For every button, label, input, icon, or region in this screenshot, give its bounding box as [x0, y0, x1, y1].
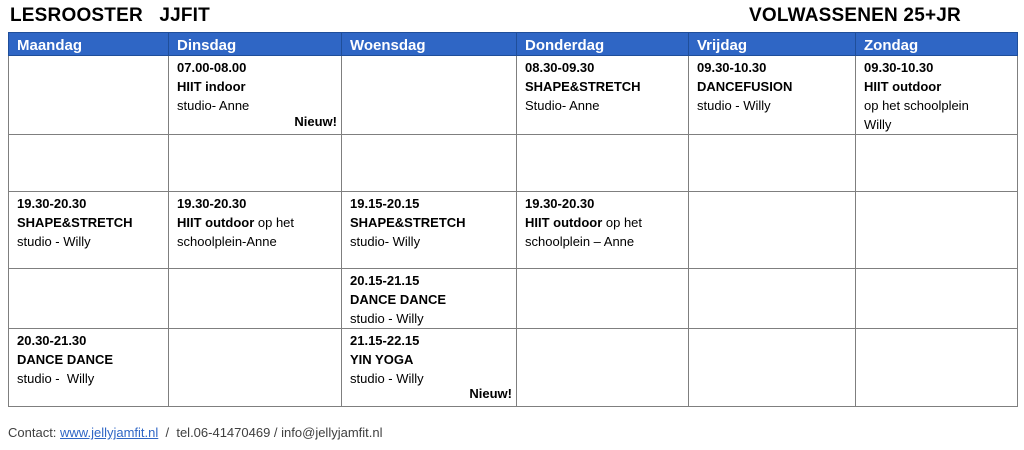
schedule-cell	[342, 192, 517, 269]
class-time: 19.30-20.30	[17, 196, 87, 211]
schedule-row	[9, 269, 1018, 329]
class-name: SHAPE&STRETCH	[17, 215, 133, 230]
class-location: studio - Willy	[17, 234, 91, 249]
schedule-cell-empty	[169, 329, 342, 407]
schedule-cell	[169, 56, 342, 135]
schedule-cell-empty	[169, 269, 342, 329]
class-name: HIIT outdoor	[177, 215, 255, 230]
day-header-row	[9, 33, 1018, 56]
schedule-cell-empty	[517, 269, 689, 329]
schedule-cell	[517, 192, 689, 269]
class-location: studio - Willy	[697, 98, 771, 113]
class-name: DANCE DANCE	[17, 352, 114, 367]
class-location: op het schoolplein	[864, 98, 969, 113]
schedule-cell-empty	[689, 192, 856, 269]
schedule-cell-empty	[9, 56, 169, 135]
schedule-cell-empty	[342, 56, 517, 135]
class-location: studio- Anne	[177, 98, 250, 113]
schedule-cell	[517, 56, 689, 135]
new-badge: Nieuw!	[294, 114, 337, 129]
schedule-cell-empty	[856, 135, 1018, 192]
class-time: 19.30-20.30	[177, 196, 247, 211]
schedule-cell	[169, 192, 342, 269]
class-name: HIIT outdoor	[864, 79, 942, 94]
schedule-title: LESROOSTER JJFIT	[10, 5, 210, 26]
schedule-cell-empty	[9, 135, 169, 192]
schedule-cell	[9, 192, 169, 269]
schedule-cell-empty	[517, 135, 689, 192]
day-header-woensdag: Woensdag	[342, 33, 517, 56]
class-time: 20.15-21.15	[350, 273, 420, 288]
day-header-maandag: Maandag	[9, 33, 169, 56]
day-header-donderdag: Donderdag	[517, 33, 689, 56]
class-time: 09.30-10.30	[697, 60, 767, 75]
schedule-cell-empty	[856, 192, 1018, 269]
class-location: schoolplein – Anne	[525, 234, 635, 249]
schedule-cell	[9, 329, 169, 407]
class-name-line	[525, 213, 680, 232]
audience-title: VOLWASSENEN 25+JR	[749, 5, 961, 26]
class-name: DANCEFUSION	[697, 79, 793, 94]
phone-text: / tel.06-41470469 /	[158, 425, 282, 440]
class-time: 20.30-21.30	[17, 333, 87, 348]
schedule-cell-empty	[689, 269, 856, 329]
class-name: HIIT outdoor	[525, 215, 603, 230]
schedule-cell-empty	[856, 269, 1018, 329]
class-instructor: Willy	[864, 117, 892, 132]
schedule-cell	[342, 269, 517, 329]
class-name: SHAPE&STRETCH	[350, 215, 466, 230]
class-location: studio - Willy	[350, 371, 424, 386]
day-header-vrijdag: Vrijdag	[689, 33, 856, 56]
class-name: SHAPE&STRETCH	[525, 79, 641, 94]
schedule-cell-empty	[856, 329, 1018, 407]
schedule-row	[9, 56, 1018, 135]
class-location: studio- Willy	[350, 234, 421, 249]
class-time: 19.15-20.15	[350, 196, 420, 211]
schedule-cell-empty	[342, 135, 517, 192]
schedule-cell-empty	[9, 269, 169, 329]
schedule-cell-empty	[689, 135, 856, 192]
class-time: 07.00-08.00	[177, 60, 247, 75]
contact-label: Contact:	[8, 425, 61, 440]
class-location: Studio- Anne	[525, 98, 600, 113]
schedule-cell	[856, 56, 1018, 135]
class-location: studio - Willy	[17, 371, 95, 386]
class-name: HIIT indoor	[177, 79, 246, 94]
schedule-row	[9, 135, 1018, 192]
class-name-line	[177, 213, 333, 232]
day-header-zondag: Zondag	[856, 33, 1018, 56]
class-time: 09.30-10.30	[864, 60, 934, 75]
class-time: 19.30-20.30	[525, 196, 595, 211]
class-location-part: op het	[254, 215, 295, 230]
schedule-row	[9, 192, 1018, 269]
schedule-row	[9, 329, 1018, 407]
class-time: 08.30-09.30	[525, 60, 595, 75]
schedule-cell-empty	[169, 135, 342, 192]
class-name: YIN YOGA	[350, 352, 414, 367]
schedule-cell-empty	[689, 329, 856, 407]
schedule-cell	[689, 56, 856, 135]
day-header-dinsdag: Dinsdag	[169, 33, 342, 56]
class-time: 21.15-22.15	[350, 333, 420, 348]
email-text[interactable]: info@jellyjamfit.nl	[281, 425, 383, 440]
class-location-part: op het	[602, 215, 643, 230]
schedule-cell	[342, 329, 517, 407]
class-location: studio - Willy	[350, 311, 424, 326]
class-name: DANCE DANCE	[350, 292, 447, 307]
website-link[interactable]: www.jellyjamfit.nl	[60, 425, 159, 440]
class-location: schoolplein-Anne	[177, 234, 277, 249]
new-badge: Nieuw!	[469, 386, 512, 401]
schedule-table	[8, 32, 1018, 407]
schedule-cell-empty	[517, 329, 689, 407]
contact-footer	[8, 425, 383, 440]
